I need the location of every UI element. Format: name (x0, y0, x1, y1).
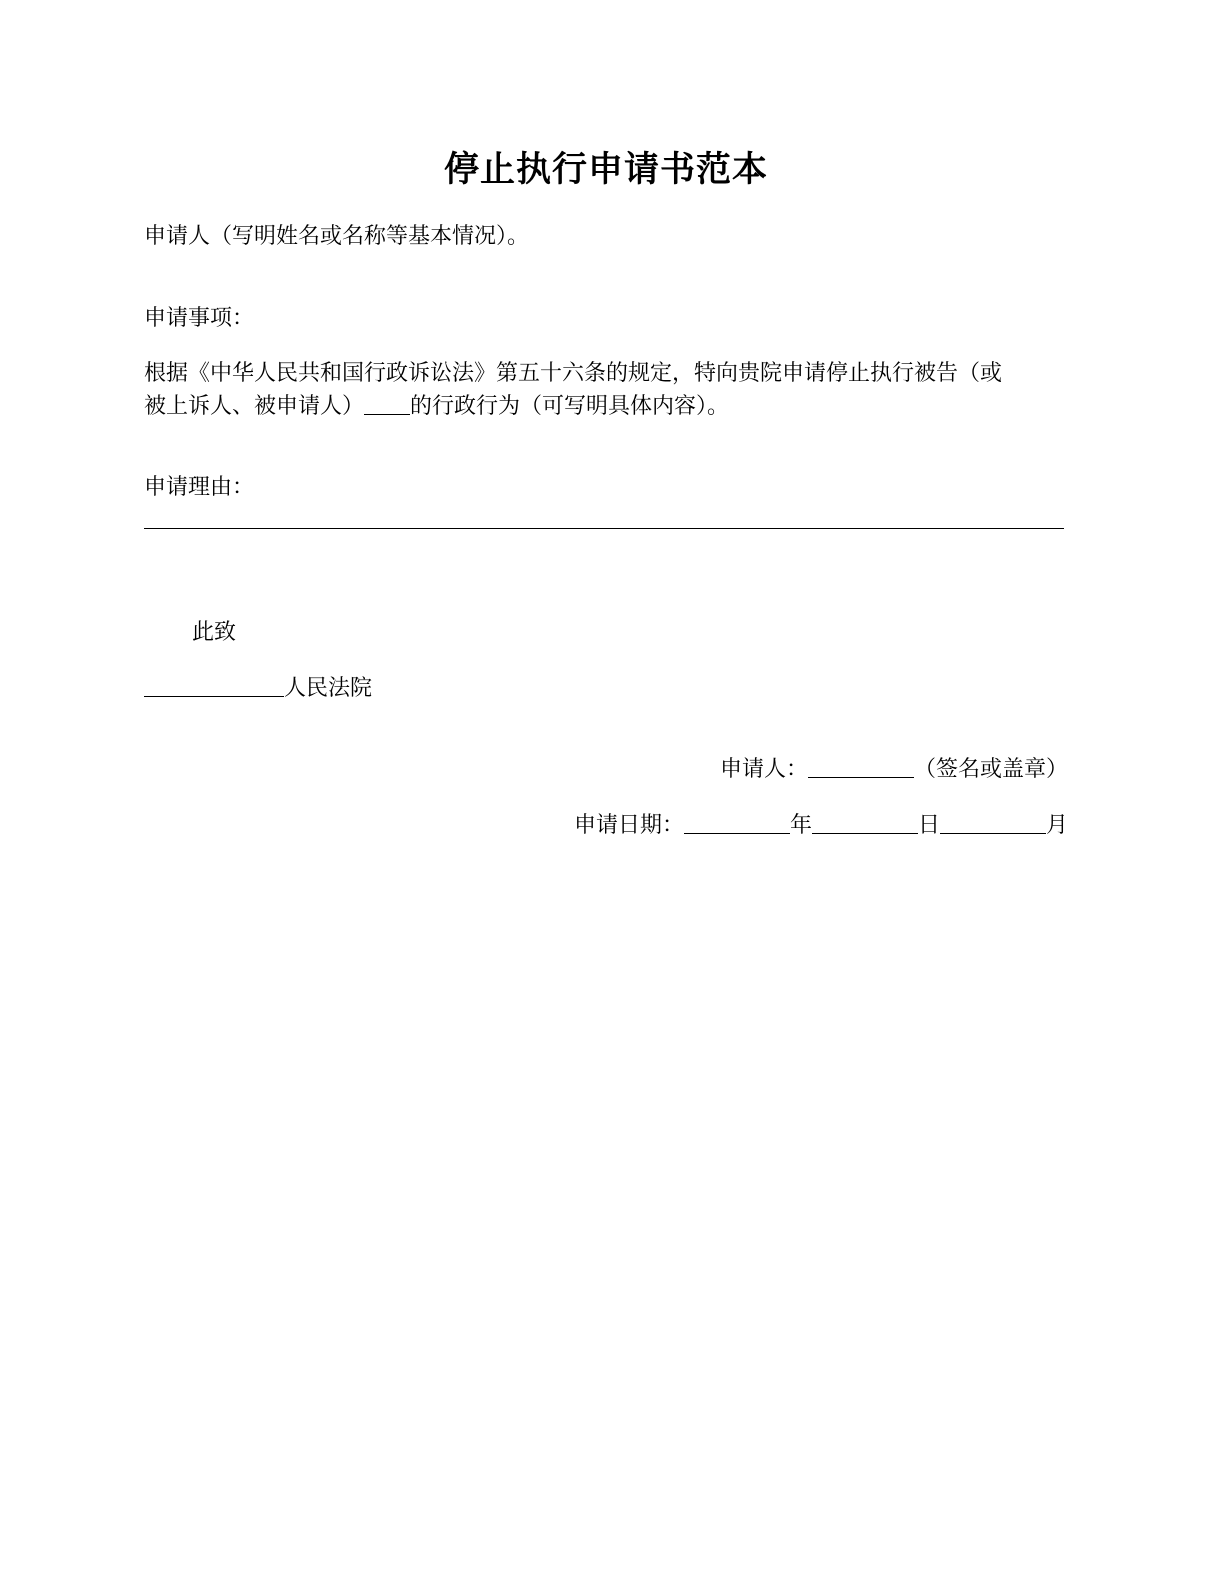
matters-label: 申请事项： (144, 306, 255, 331)
date-year: 年 (789, 813, 812, 838)
month-blank (940, 811, 1046, 834)
signature-blank (808, 755, 914, 778)
court-line (144, 672, 372, 705)
signature-line (720, 753, 1068, 786)
court-name-blank (144, 674, 284, 697)
court-suffix: 人民法院 (284, 676, 373, 701)
document-title: 停止执行申请书范本 (443, 150, 768, 190)
reason-blank-line (144, 528, 1064, 529)
signature-label: 申请人： (719, 757, 808, 782)
defendant-blank (364, 392, 410, 415)
matters-body-line1: 根据《中华人民共和国行政诉讼法》第五十六条的规定，特向贵院申请停止执行被告（或 (144, 361, 1003, 386)
matters-body-line2-prefix: 被上诉人、被申请人） (144, 394, 365, 419)
date-day: 日 (917, 813, 940, 838)
reason-label: 申请理由： (144, 475, 255, 500)
closing-text: 此致 (192, 620, 237, 645)
matters-body-line2 (144, 390, 729, 423)
signature-suffix: （签名或盖章） (913, 757, 1068, 782)
date-label: 申请日期： (573, 813, 684, 838)
day-blank (812, 811, 918, 834)
date-month: 月 (1045, 813, 1068, 838)
date-line (574, 809, 1068, 842)
year-blank (684, 811, 790, 834)
matters-body-line2-suffix: 的行政行为（可写明具体内容）。 (410, 394, 730, 419)
applicant-line: 申请人（写明姓名或名称等基本情况）。 (144, 224, 530, 249)
